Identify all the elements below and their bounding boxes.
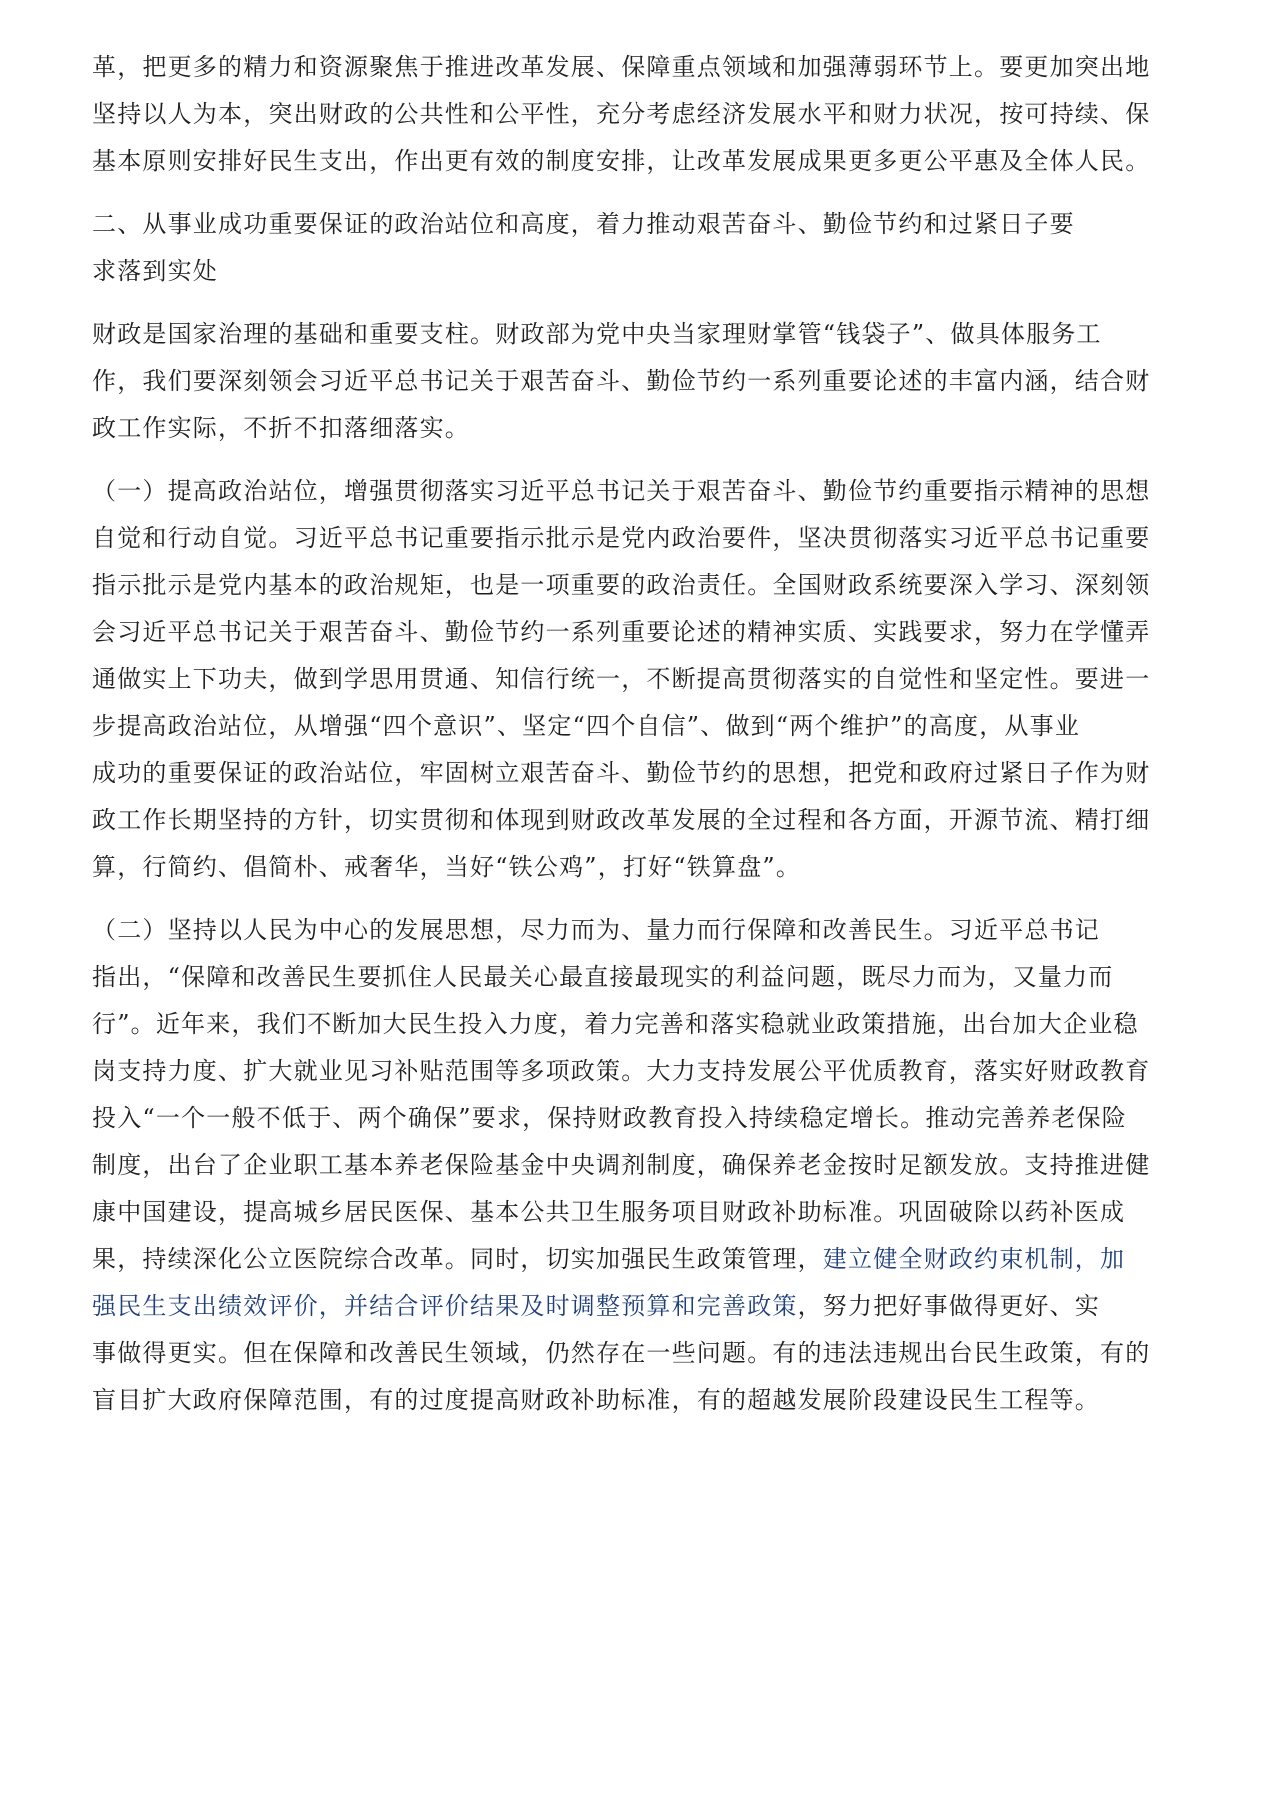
text-line: 坚持以人为本，突出财政的公共性和公平性，充分考虑经济发展水平和财力状况，按可持续、保 [92,100,1151,128]
text-line: 二、从事业成功重要保证的政治站位和高度，着力推动艰苦奋斗、勤俭节约和过紧日子要 [92,210,1075,238]
text-line: 岗支持力度、扩大就业见习补贴范围等多项政策。大力支持发展公平优质教育，落实好财政教育 [92,1057,1151,1085]
text-line: 制度，出台了企业职工基本养老保险基金中央调剂制度，确保养老金按时足额发放。支持推进健 [92,1151,1151,1179]
highlighted-text: 强民生支出绩效评价，并结合评价结果及时调整预算和完善政策 [92,1292,798,1320]
text-line: 会习近平总书记关于艰苦奋斗、勤俭节约一系列重要论述的精神实质、实践要求，努力在学懂弄 [92,618,1151,646]
paragraph-finance-intro [92,311,1202,452]
text-line: 步提高政治站位，从增强“四个意识”、坚定“四个自信”、做到“两个维护”的高度，从事业 [92,712,1081,740]
text-line: 指出，“保障和改善民生要抓住人民最关心最直接最现实的利益问题，既尽力而为，又量力而 [92,963,1114,991]
text-line: 政工作实际，不折不扣落细落实。 [92,414,470,442]
text-line: （一）提高政治站位，增强贯彻落实习近平总书记关于艰苦奋斗、勤俭节约重要指示精神的思想 [92,477,1151,505]
text-line: 行”。近年来，我们不断加大民生投入力度，着力完善和落实稳就业政策措施，出台加大企业稳 [92,1010,1139,1038]
text-line: 投入“一个一般不低于、两个确保”要求，保持财政教育投入持续稳定增长。推动完善养老保险 [92,1104,1127,1132]
text-line: 算，行简约、倡简朴、戒奢华，当好“铁公鸡”，打好“铁算盘”。 [92,853,802,881]
text-line: 财政是国家治理的基础和重要支柱。财政部为党中央当家理财掌管“钱袋子”、做具体服务工 [92,320,1102,348]
paragraph-item-2 [92,907,1202,1424]
text-line: 通做实上下功夫，做到学思用贯通、知信行统一，不断提高贯彻落实的自觉性和坚定性。要进一 [92,665,1151,693]
document-page [92,44,1202,1424]
text-line: 康中国建设，提高城乡居民医保、基本公共卫生服务项目财政补助标准。巩固破除以药补医成 [92,1198,1126,1226]
text-line: 基本原则安排好民生支出，作出更有效的制度安排，让改革发展成果更多更公平惠及全体人民。 [92,147,1151,175]
text-line: （二）坚持以人民为中心的发展思想，尽力而为、量力而行保障和改善民生。习近平总书记 [92,916,1100,944]
text-line [92,1236,1202,1283]
text-line: 革，把更多的精力和资源聚焦于推进改革发展、保障重点领域和加强薄弱环节上。要更加突出地 [92,53,1151,81]
text-line: 成功的重要保证的政治站位，牢固树立艰苦奋斗、勤俭节约的思想，把党和政府过紧日子作为财 [92,759,1151,787]
text-line: 政工作长期坚持的方针，切实贯彻和体现到财政改革发展的全过程和各方面，开源节流、精打细 [92,806,1151,834]
section-heading-2 [92,201,1202,295]
paragraph-item-1 [92,468,1202,891]
text-run: ，努力把好事做得更好、实 [797,1292,1101,1320]
text-line [92,1283,1202,1330]
text-line: 事做得更实。但在保障和改善民生领域，仍然存在一些问题。有的违法违规出台民生政策，有的 [92,1339,1151,1367]
text-line: 作，我们要深刻领会习近平总书记关于艰苦奋斗、勤俭节约一系列重要论述的丰富内涵，结合财 [92,367,1151,395]
text-line: 指示批示是党内基本的政治规矩，也是一项重要的政治责任。全国财政系统要深入学习、深刻领 [92,571,1151,599]
text-line: 自觉和行动自觉。习近平总书记重要指示批示是党内政治要件，坚决贯彻落实习近平总书记重要 [92,524,1151,552]
text-run: 果，持续深化公立医院综合改革。同时，切实加强民生政策管理， [92,1245,823,1273]
text-line: 求落到实处 [92,257,218,285]
paragraph-1 [92,44,1202,185]
text-line: 盲目扩大政府保障范围，有的过度提高财政补助标准，有的超越发展阶段建设民生工程等。 [92,1386,1100,1414]
highlighted-text: 建立健全财政约束机制，加 [822,1245,1126,1273]
